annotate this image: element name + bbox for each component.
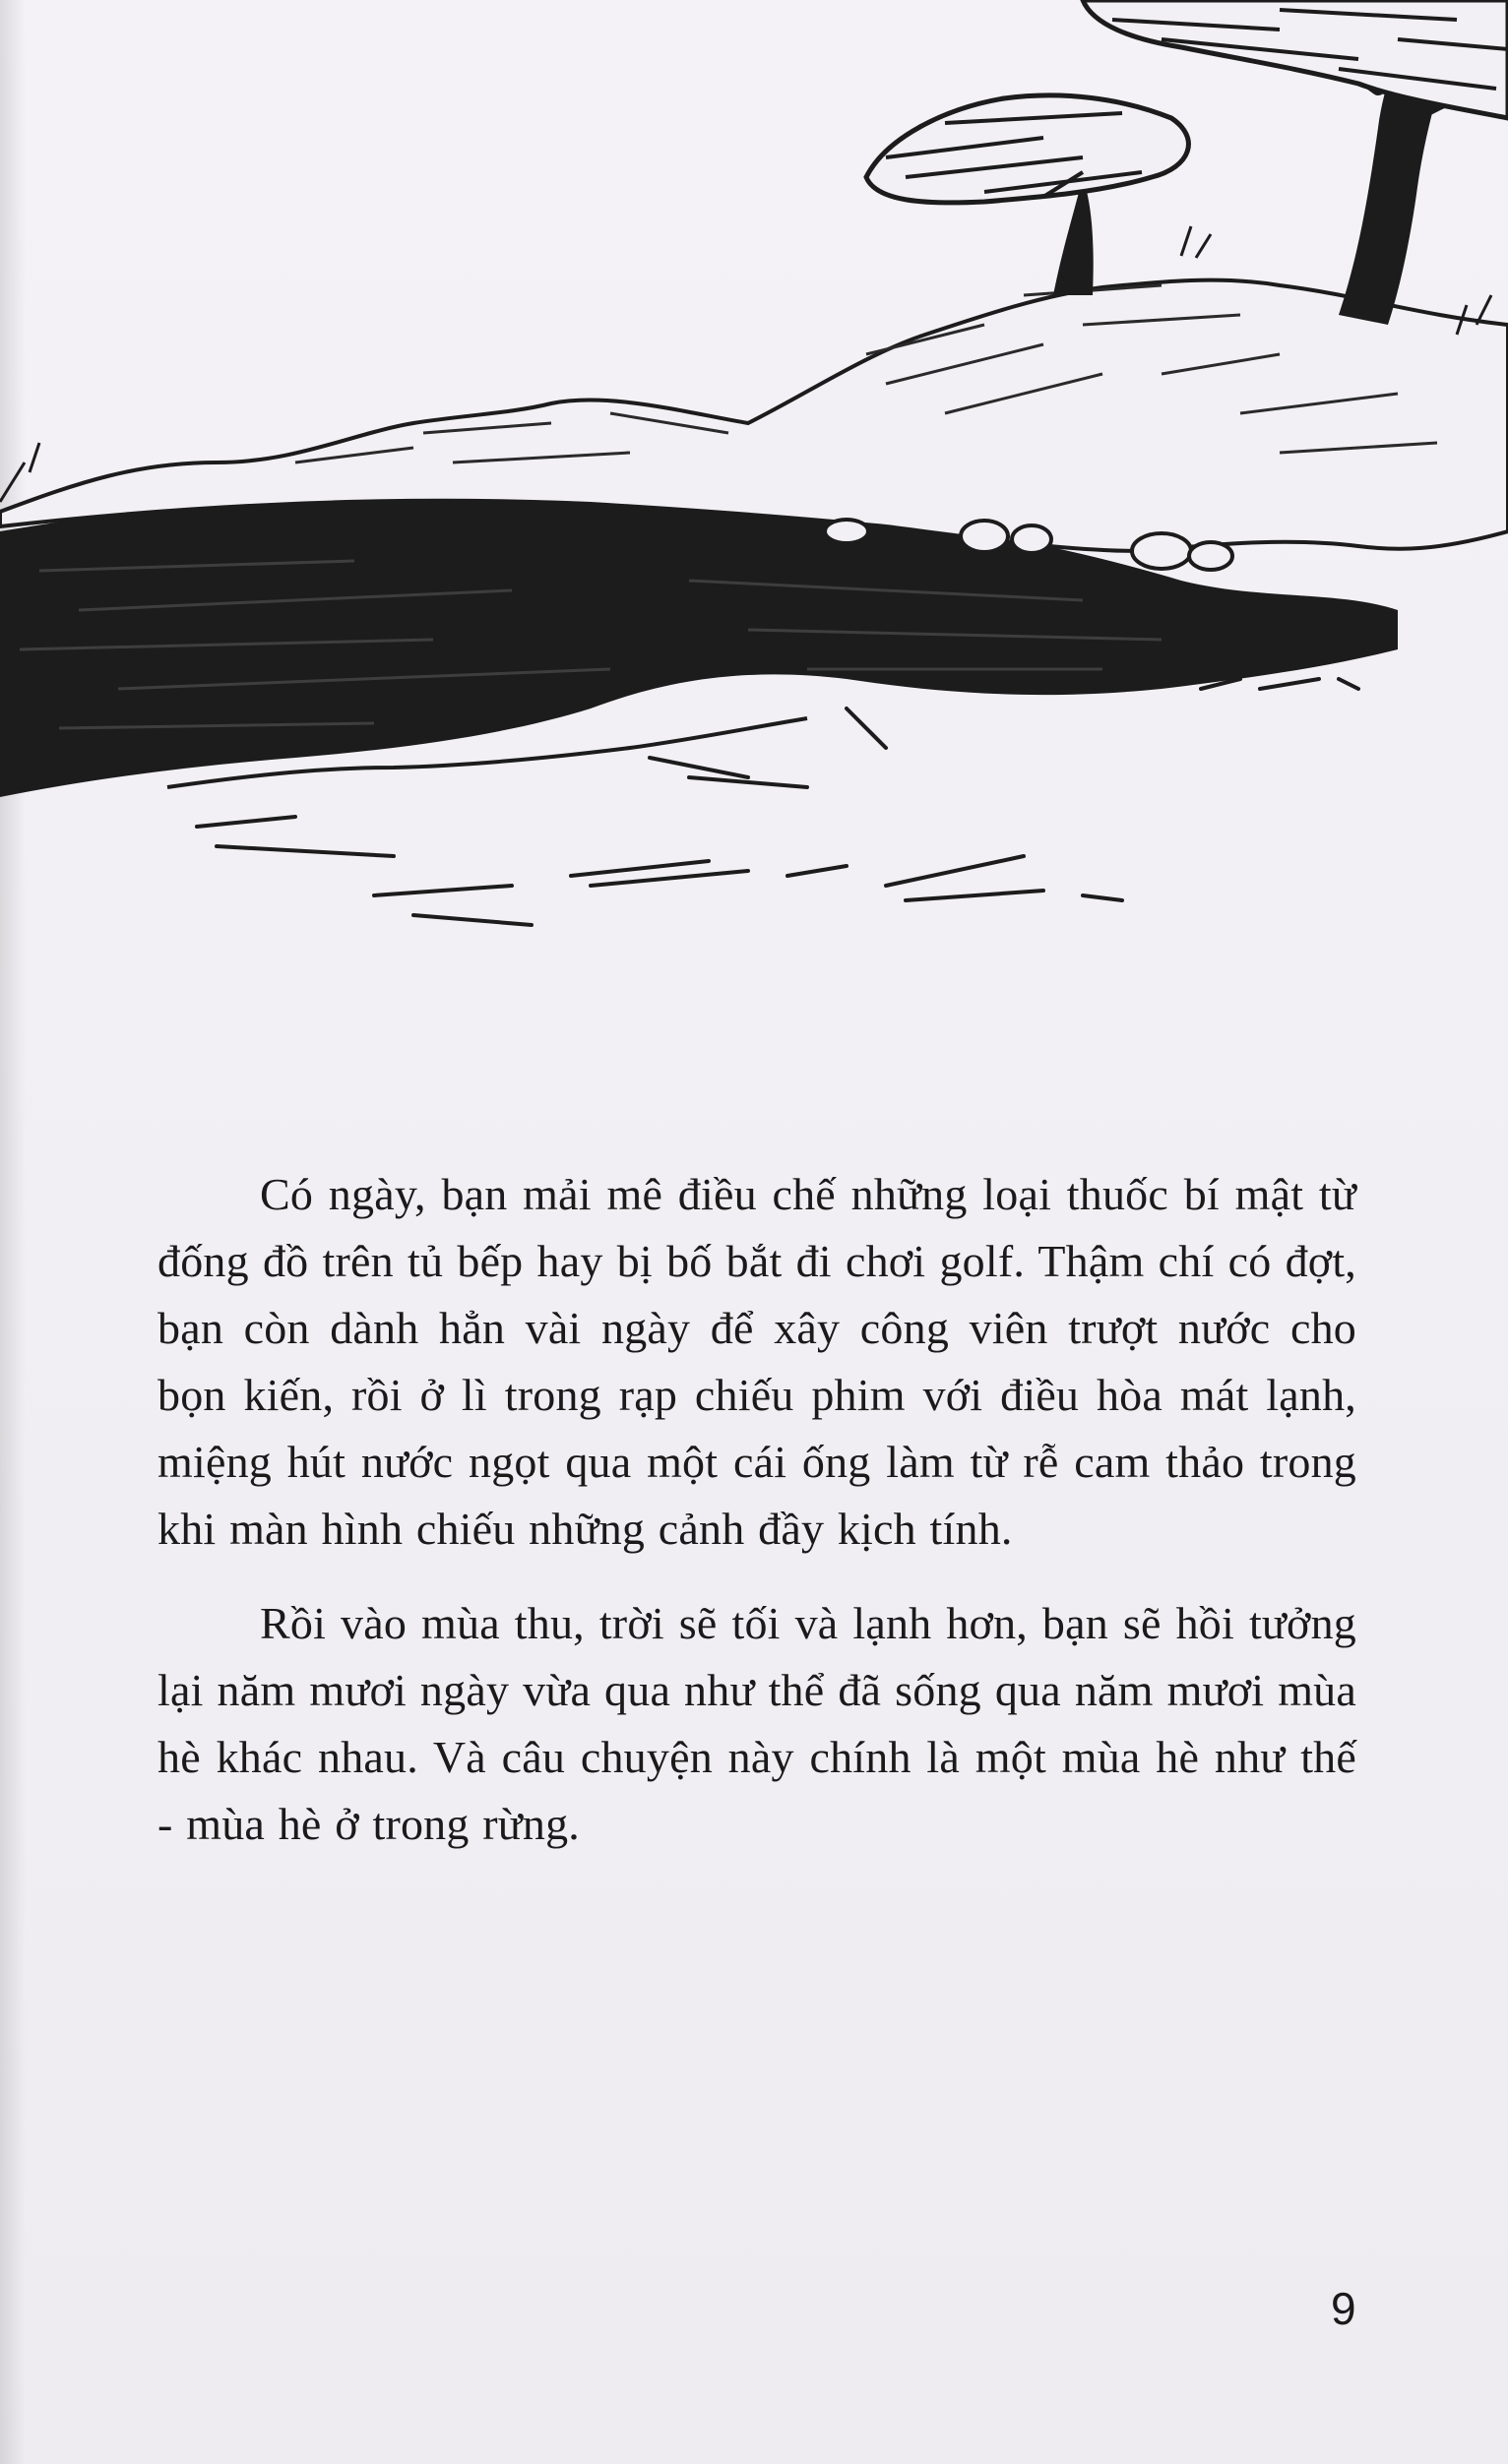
paragraph: Rồi vào mùa thu, trời sẽ tối và lạnh hơn, bạn sẽ hồi tưởng lại năm mươi ngày vừa qua như thể đã sống qua năm mươi mùa hè khác nhau. Và câu chuyện này chính là một mùa hè như thế - mùa hè ở trong rừng. [157, 1598, 1356, 1849]
riverbank-with-trees-icon [0, 0, 1508, 945]
paragraph: Có ngày, bạn mải mê điều chế những loại thuốc bí mật từ đống đồ trên tủ bếp hay bị bố bắt đi chơi golf. Thậm chí có đợt, bạn còn dành hẳn vài ngày để xây công viên trượt nước cho bọn kiến, rồi ở lì trong rạp chiếu phim với điều hòa mát lạnh, miệng hút nước ngọt qua một cái ống làm từ rễ cam thảo trong khi màn hình chiếu những cảnh đầy kịch tính. [157, 1169, 1356, 1554]
page-number: 9 [1331, 2283, 1356, 2334]
body-text [157, 1161, 1356, 1885]
